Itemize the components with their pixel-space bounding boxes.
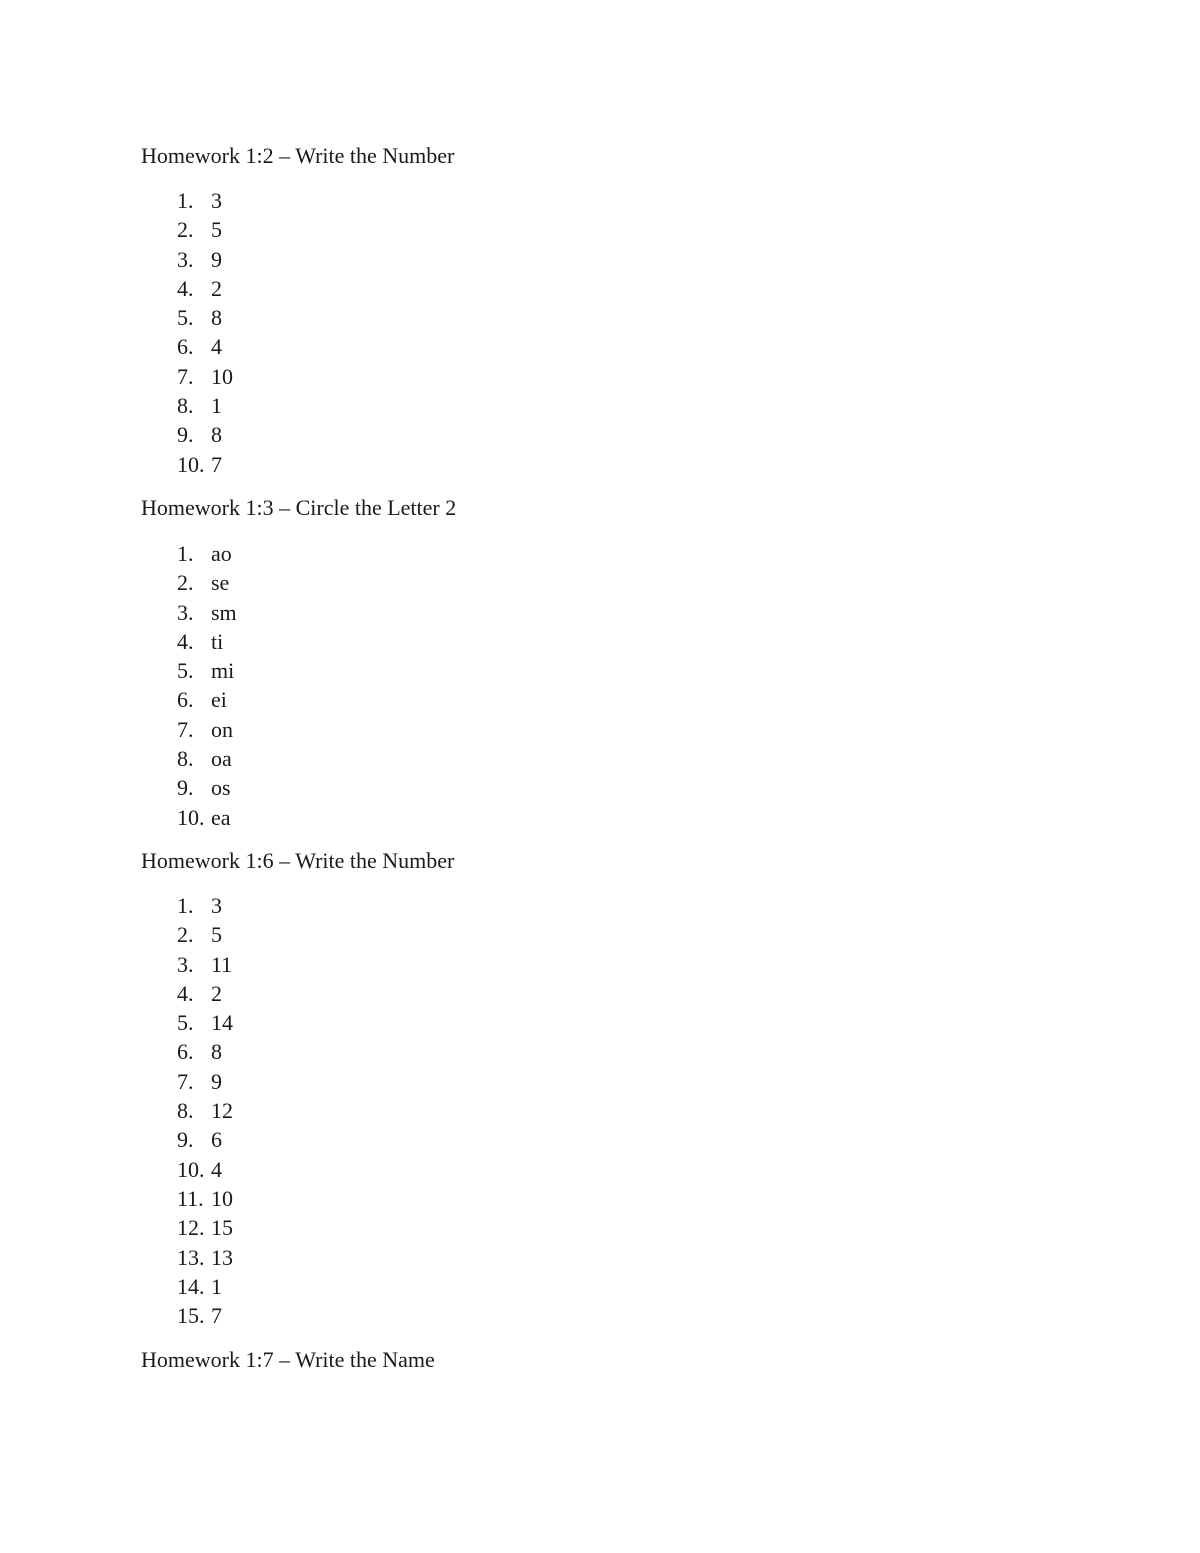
item-number: 3. (177, 951, 194, 977)
item-answer: 4 (211, 1156, 222, 1182)
item-answer: 7 (211, 451, 222, 477)
item-number: 8. (177, 393, 194, 419)
item-number: 4. (177, 980, 194, 1006)
item-answer: 12 (211, 1098, 233, 1124)
section-heading-1-6: Homework 1:6 – Write the Number (141, 848, 455, 873)
item-number: 2. (177, 217, 194, 243)
item-number: 9. (177, 775, 194, 801)
item-answer: 4 (211, 334, 222, 360)
item-answer: oa (211, 746, 232, 772)
section-heading-1-7: Homework 1:7 – Write the Name (141, 1347, 435, 1372)
item-answer: 10 (211, 1185, 233, 1211)
item-number: 5. (177, 1010, 194, 1036)
item-number: 7. (177, 363, 194, 389)
item-number: 9. (177, 422, 194, 448)
item-answer: 9 (211, 1068, 222, 1094)
item-answer: ei (211, 687, 227, 713)
item-answer: 14 (211, 1010, 233, 1036)
item-number: 4. (177, 275, 194, 301)
item-number: 7. (177, 716, 194, 742)
item-answer: 13 (211, 1244, 233, 1270)
item-answer: 2 (211, 275, 222, 301)
section-heading-1-2: Homework 1:2 – Write the Number (141, 143, 455, 168)
item-number: 14. (177, 1273, 205, 1299)
item-number: 10. (177, 451, 205, 477)
item-number: 15. (177, 1303, 205, 1329)
item-number: 3. (177, 599, 194, 625)
item-number: 5. (177, 305, 194, 331)
item-answer: ea (211, 804, 231, 830)
item-number: 10. (177, 804, 205, 830)
item-answer: 3 (211, 893, 222, 918)
item-number: 3. (177, 246, 194, 272)
item-number: 13. (177, 1244, 205, 1270)
item-answer: 15 (211, 1215, 233, 1241)
item-number: 1. (177, 893, 194, 918)
item-number: 2. (177, 922, 194, 948)
item-answer: 2 (211, 980, 222, 1006)
item-number: 12. (177, 1215, 205, 1241)
item-number: 2. (177, 570, 194, 596)
item-answer: ao (211, 541, 232, 566)
item-answer: ti (211, 628, 224, 654)
item-number: 6. (177, 334, 194, 360)
item-number: 1. (177, 188, 194, 213)
item-number: 10. (177, 1156, 205, 1182)
item-number: 9. (177, 1127, 194, 1153)
item-number: 8. (177, 746, 194, 772)
item-answer: 1 (211, 1273, 222, 1299)
item-answer: 10 (211, 363, 233, 389)
item-number: 7. (177, 1068, 194, 1094)
item-answer: 1 (211, 393, 222, 419)
item-answer: sm (211, 599, 237, 625)
item-answer: 11 (211, 951, 233, 977)
item-number: 6. (177, 1039, 194, 1065)
item-answer: on (211, 716, 233, 742)
item-answer: 9 (211, 246, 222, 272)
item-answer: 6 (211, 1127, 222, 1153)
item-answer: mi (211, 658, 235, 684)
section-heading-1-3: Homework 1:3 – Circle the Letter 2 (141, 495, 457, 520)
item-number: 11. (177, 1185, 204, 1211)
item-number: 4. (177, 628, 194, 654)
item-number: 1. (177, 541, 194, 566)
item-answer: 8 (211, 422, 222, 448)
item-answer: os (211, 775, 231, 801)
item-answer: 8 (211, 1039, 222, 1065)
item-answer: 5 (211, 217, 222, 243)
item-answer: 5 (211, 922, 222, 948)
item-answer: 3 (211, 188, 222, 213)
item-number: 6. (177, 687, 194, 713)
item-number: 8. (177, 1098, 194, 1124)
item-answer: 8 (211, 305, 222, 331)
item-answer: 7 (211, 1303, 222, 1329)
item-answer: se (211, 570, 230, 596)
item-number: 5. (177, 658, 194, 684)
